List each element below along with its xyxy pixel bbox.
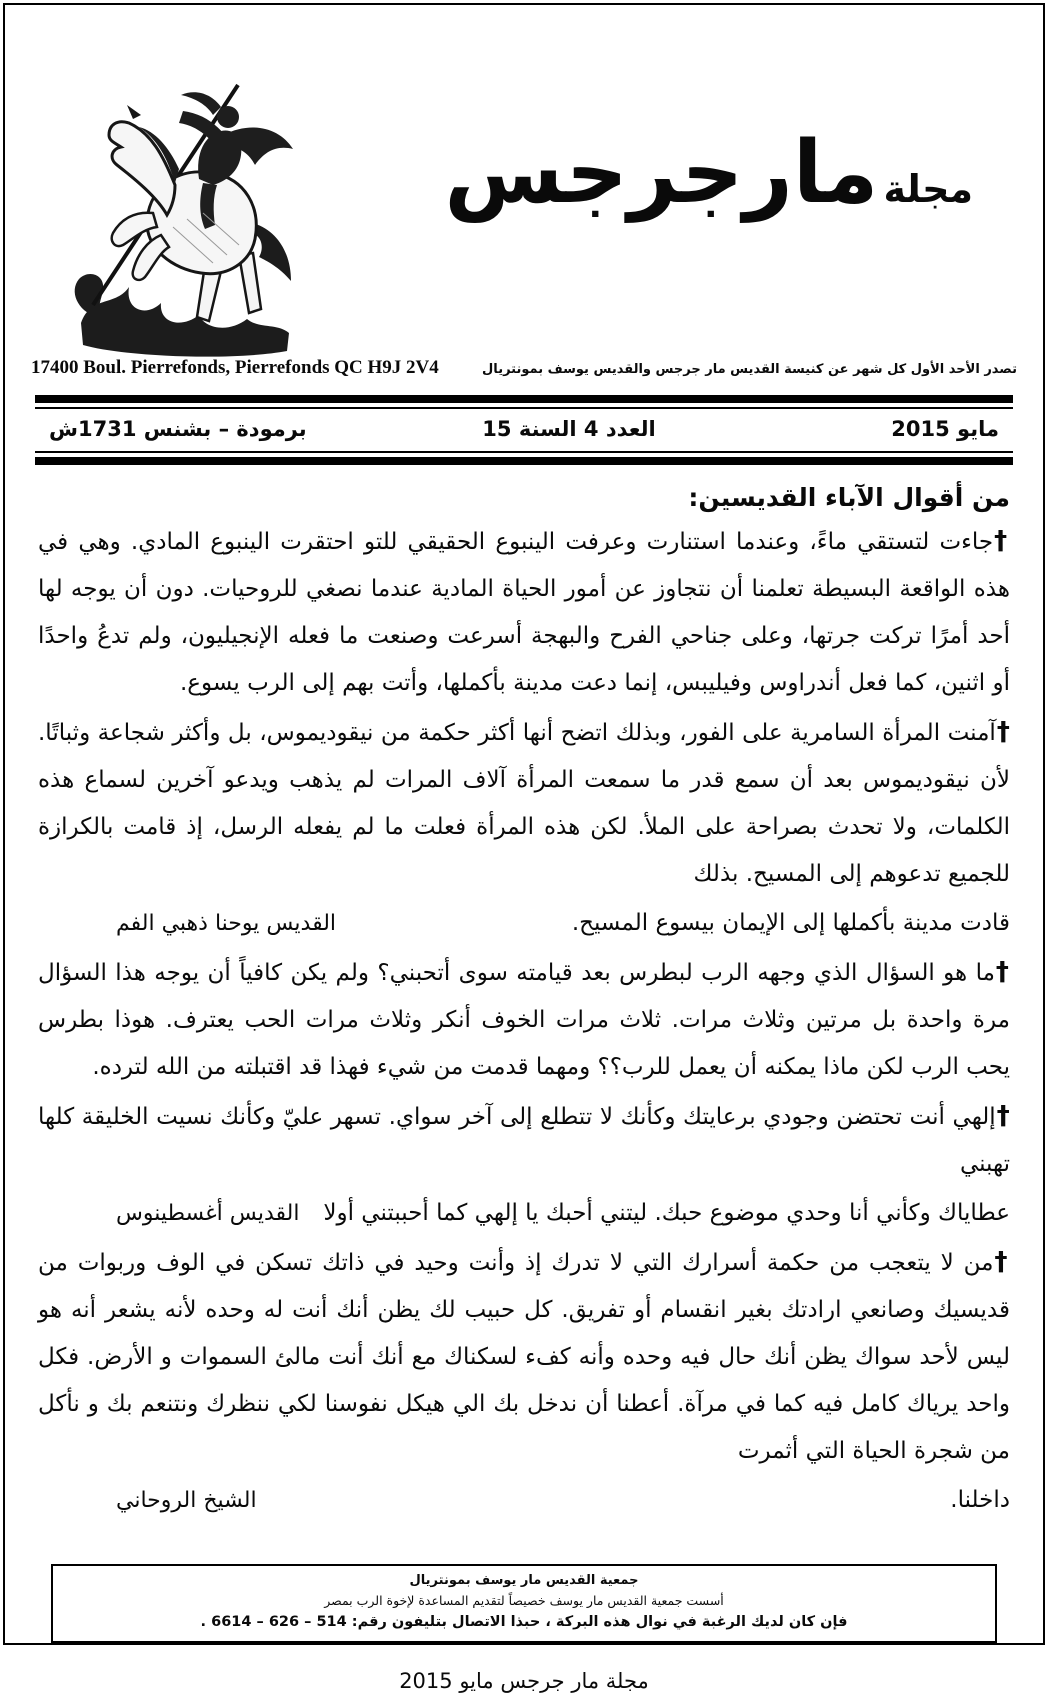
cross-icon: †: [994, 1247, 1011, 1277]
association-contact: فإن كان لديك الرغبة في نوال هذه البركة ، حبذا الاتصال بتليفون رقم: 514 – 626 – 6614 .: [200, 1613, 848, 1630]
attribution-john-chrysostom: القديس يوحنا ذهبي الفم: [116, 911, 337, 936]
paragraph-2: [38, 709, 1010, 898]
main-content: [5, 465, 1043, 1524]
magazine-title-word-small: مجلة: [883, 167, 973, 211]
cross-icon: †: [995, 957, 1011, 987]
paragraph-5-tail: داخلنا.: [950, 1487, 1010, 1513]
st-george-dragon-image: [57, 27, 309, 357]
street-address: 17400 Boul. Pierrefonds, Pierrefonds QC H9J 2V4: [31, 357, 439, 378]
cross-icon: †: [994, 526, 1011, 556]
association-description: أسست جمعية القديس مار يوسف خصيصاً لتقديم المساعدة لإخوة الرب بمصر: [324, 1593, 724, 1609]
magazine-title-word-large: مارجرجس: [444, 123, 879, 223]
magazine-title: [309, 5, 1043, 223]
paragraph-4-tail: عطاياك وكأني أنا وحدي موضوع حبك. ليتني أحبك يا إلهي كما أحببتني أولا: [323, 1200, 1010, 1226]
attribution-augustine: القديس أغسطينوس: [116, 1201, 300, 1226]
issue-number: العدد 4 السنة 15: [482, 417, 656, 441]
association-info-box: [51, 1564, 997, 1643]
page-footer: مجلة مار جرجس مايو 2015: [399, 1668, 649, 1693]
divider-top: [35, 395, 1013, 409]
masthead: [5, 5, 1043, 357]
paragraph-5-text: من لا يتعجب من حكمة أسرارك التي لا تدرك إذ وأنت وحيد في ذاتك تسكن في الوف وربوات من قديسيك وصانعي ارادتك بغير انقسام أو تفريق. كل حبيب لك يظن أنك أنت له وحده لأنه يشعر أنه هو ليس لأحد سواك يظن أنك حال فيه وحده وأنه كفء لسكناك مع أنك أنت مالئ السموات و الأرض. فكل واحد يرياك كامل فيه كما في مرآة. أعطنا أن ندخل بك الي هيكل نفوسنا لكي ننظرك ونتنعم بك و نأكل من شجرة الحياة التي أثمرت: [38, 1250, 1010, 1464]
paragraph-1: [38, 518, 1010, 707]
association-name: جمعية القديس مار يوسف بمونتريال: [409, 1573, 639, 1588]
paragraph-5-last-line: [38, 1477, 1010, 1524]
address-row: [5, 357, 1043, 385]
st-george-illustration: [57, 27, 309, 357]
coptic-date: برمودة – بشنس 1731ش: [49, 417, 307, 441]
issue-date: مايو 2015: [891, 417, 999, 441]
paragraph-3-text: ما هو السؤال الذي وجهه الرب لبطرس بعد قيامته سوى أتحبني؟ ولم يكن كافياً أن يوجه هذا السؤال مرة واحدة بل مرتين وثلاث مرات. ثلاث مرات الخوف أنكر وثلاث مرات الحب يعترف. هوذا بطرس يحب الرب لكن ماذا يمكنه أن يعمل للرب؟؟ ومهما قدمت من شيء فهذا قد اقتبلته من الله لترده.: [38, 960, 1010, 1080]
issue-bar: [5, 409, 1043, 447]
paragraph-2-tail: قادت مدينة بأكملها إلى الإيمان بيسوع المسيح.: [571, 910, 1010, 936]
paragraph-4: [38, 1093, 1010, 1188]
cross-icon: †: [996, 1101, 1011, 1131]
newsletter-page: [3, 3, 1045, 1693]
publication-note: تصدر الأحد الأول كل شهر عن كنيسة القديس مار جرجس والقديس يوسف بمونتريال: [482, 362, 1017, 377]
paragraph-2-last-line: [38, 900, 1010, 947]
attribution-spiritual-elder: الشيخ الروحاني: [116, 1488, 257, 1513]
paragraph-1-text: جاءت لتستقي ماءً، وعندما استنارت وعرفت الينبوع الحقيقي للتو احتقرت الينبوع المادي. وهي في هذه الواقعة البسيطة تعلمنا أن نتجاوز عن أمور الحياة المادية عندما نصغي للروحيات. دون أن يوجه لها أحد أمرًا تركت جرتها، وعلى جناحي الفرح والبهجة أسرعت وصنعت ما فعله الإنجيليون، ولم تدعُ واحدًا أو اثنين، كما فعل أندراوس وفيليبس، إنما دعت مدينة بأكملها، وأتت بهم إلى الرب يسوع.: [38, 529, 1010, 696]
cross-icon: †: [996, 717, 1010, 747]
divider-bottom: [35, 451, 1013, 465]
section-heading: من أقوال الآباء القديسين:: [688, 483, 1010, 512]
paragraph-2-text: آمنت المرأة السامرية على الفور، وبذلك اتضح أنها أكثر حكمة من نيقوديموس، بل وأكثر شجاعة وثباتًا. لأن نيقوديموس بعد أن سمع قدر ما سمعت المرأة آلاف المرات لم يذهب ويدعو آخرين لسماع هذه الكلمات، ولا تحدث بصراحة على الملأ. لكن هذه المرأة فعلت ما لم يفعله الرسل، إذ قامت بالكرازة للجميع تدعوهم إلى المسيح. بذلك: [38, 720, 1010, 887]
paragraph-5: [38, 1239, 1010, 1475]
paragraph-4-last-line: [38, 1190, 1010, 1237]
paragraph-4-text: إلهي أنت تحتضن وجودي برعايتك وكأنك لا تتطلع إلى آخر سواي. تسهر عليّ وكأنك نسيت الخليقة كلها تهبني: [38, 1104, 1010, 1177]
paragraph-3: [38, 949, 1010, 1091]
